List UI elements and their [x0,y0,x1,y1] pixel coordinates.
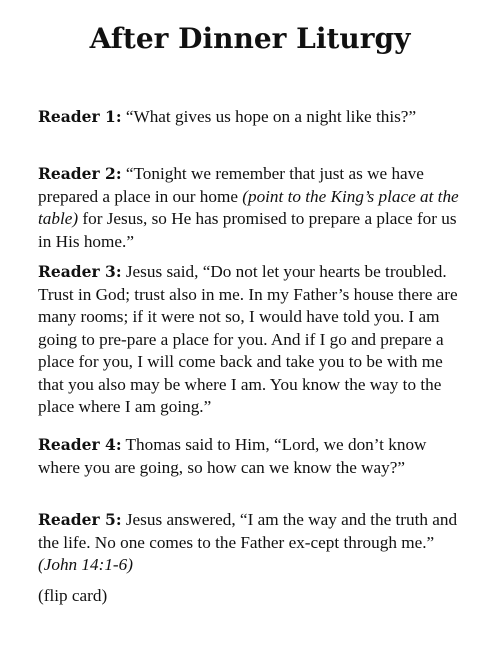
reading-text-continued: for Jesus, so He has promised to prepare a place for us in His home.” [38,209,457,251]
reader-label: Reader 5: [38,510,122,529]
reading-text: Thomas said to Him, “Lord, we don’t know where you are going, so how can we know the way?” [38,435,427,477]
scripture-citation: (John 14:1-6) [38,555,133,574]
reading-text: Jesus answered, “I am the way and the truth and the life. No one comes to the Father ex-cept through me.” [38,510,458,552]
reading-5 [38,509,462,577]
reading-text: Jesus said, “Do not let your hearts be troubled. Trust in God; trust also in me. In my Father’s house there are many rooms; if it were not so, I would have told you. I am going to pre-pare a place for you. And if I go and prepare a place for you, I will come back and take you to be with me that you also may be where I am. You know the way to the place where I am going.” [38,262,458,416]
reading-2 [38,163,462,253]
reader-label: Reader 3: [38,262,122,281]
reading-3 [38,261,462,419]
reading-text: “Tonight we remember that just as we have prepared a place in our home [38,164,424,206]
reader-label: Reader 4: [38,435,122,454]
reader-label: Reader 2: [38,164,122,183]
reading-text: “What gives us hope on a night like this?” [121,107,417,126]
flip-card-note: (flip card) [38,586,108,605]
page-title: After Dinner Liturgy [89,22,411,55]
reader-label: Reader 1: [38,107,122,126]
reading-4 [38,434,462,479]
reading-1 [38,106,462,129]
stage-direction: (point to the King’s place at the table) [38,186,459,228]
